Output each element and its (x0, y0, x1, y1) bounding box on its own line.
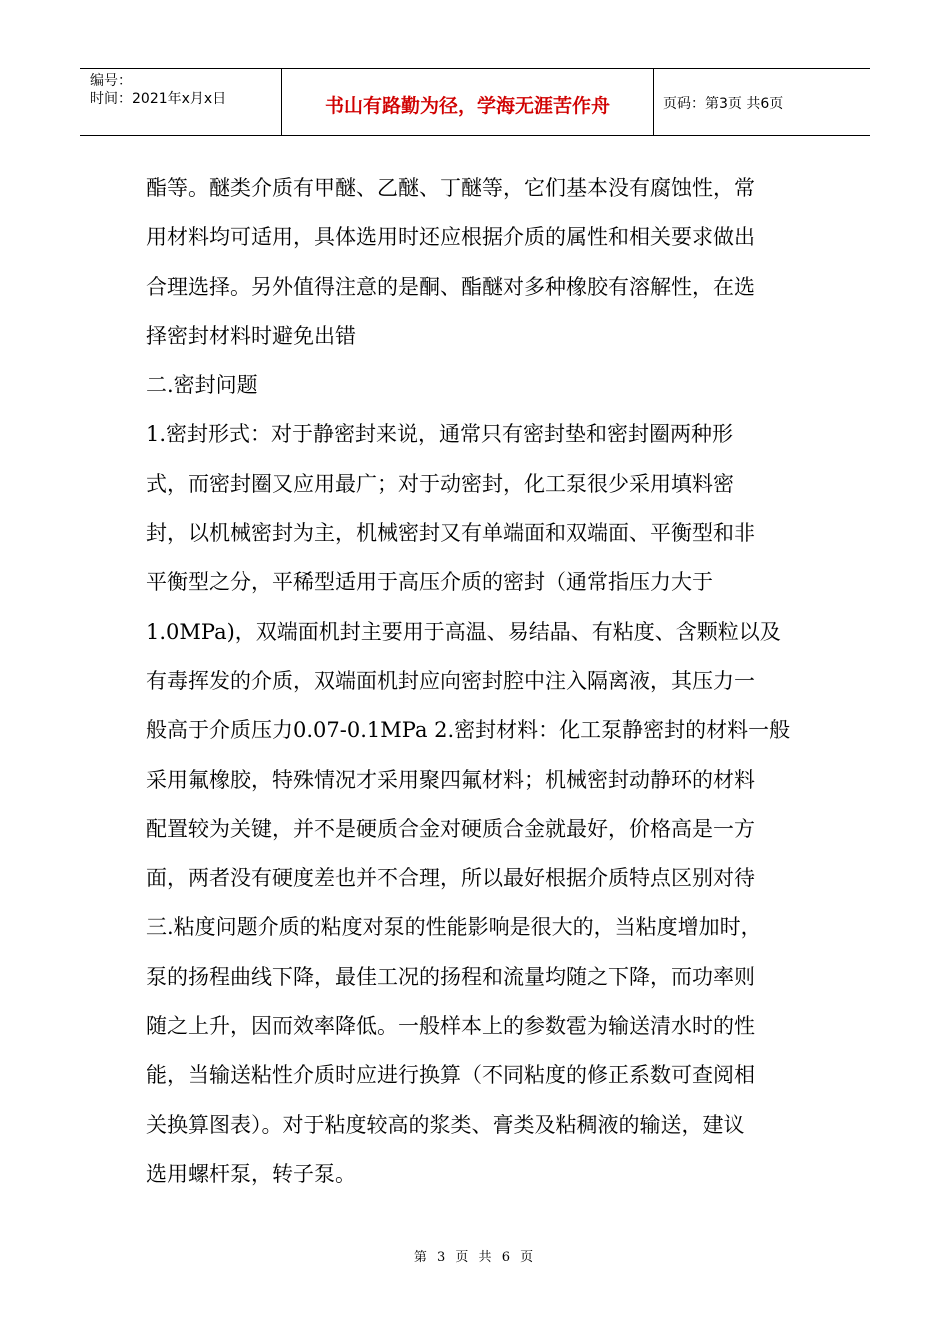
header-motto: 书山有路勤为径，学海无涯苦作舟 (282, 69, 654, 135)
body-line: 泵的扬程曲线下降，最佳工况的扬程和流量均随之下降，而功率则 (146, 964, 755, 989)
body-line: 三.粘度问题介质的粘度对泵的性能影响是很大的，当粘度增加时， (146, 915, 762, 940)
body-line: 1.0MPa)，双端面机封主要用于高温、易结晶、有粘度、含颗粒以及 (146, 619, 781, 644)
body-line: 封，以机械密封为主，机械密封又有单端面和双端面、平衡型和非 (146, 521, 755, 546)
header-page-number: 页码：第3页 共6页 (663, 96, 784, 112)
number-label: 编号： (90, 73, 132, 89)
document-body (146, 164, 806, 1199)
header-meta (80, 69, 282, 135)
section-heading: 二.密封问题 (146, 373, 258, 398)
body-line: 择密封材料时避免出错 (146, 323, 356, 348)
body-line: 合理选择。另外值得注意的是酮、酯醚对多种橡胶有溶解性，在选 (146, 274, 755, 299)
body-line: 平衡型之分，平稀型适用于高压介质的密封（通常指压力大于 (146, 570, 713, 595)
body-line: 面，两者没有硬度差也并不合理，所以最好根据介质特点区别对待 (146, 866, 755, 891)
body-line: 选用螺杆泵，转子泵。 (146, 1161, 356, 1186)
body-line: 随之上升，因而效率降低。一般样本上的参数雹为输送清水时的性 (146, 1014, 755, 1039)
body-line: 能，当输送粘性介质时应进行换算（不同粘度的修正系数可查阅相 (146, 1063, 755, 1088)
header-table (80, 68, 870, 136)
body-line: 有毒挥发的介质，双端面机封应向密封腔中注入隔离液，其压力一 (146, 668, 755, 693)
body-line: 用材料均可适用，具体选用时还应根据介质的属性和相关要求做出 (146, 225, 755, 250)
body-line: 配置较为关键，并不是硬质合金对硬质合金就最好，价格高是一方 (146, 816, 755, 841)
body-line: 采用氟橡胶，特殊情况才采用聚四氟材料；机械密封动静环的材料 (146, 767, 755, 792)
page-footer: 第 3 页 共 6 页 (413, 1250, 537, 1265)
body-line: 关换算图表）。对于粘度较高的浆类、膏类及粘稠液的输送，建议 (146, 1112, 745, 1137)
body-line: 式，而密封圈又应用最广；对于动密封，化工泵很少采用填料密 (146, 471, 734, 496)
body-line: 1.密封形式：对于静密封来说，通常只有密封垫和密封圈两种形 (146, 422, 734, 447)
body-line: 般高于介质压力0.07-0.1MPa 2.密封材料：化工泵静密封的材料一般 (146, 718, 791, 743)
date-label: 时间：2021年x月x日 (90, 91, 227, 107)
body-line: 酯等。醚类介质有甲醚、乙醚、丁醚等，它们基本没有腐蚀性，常 (146, 176, 755, 200)
